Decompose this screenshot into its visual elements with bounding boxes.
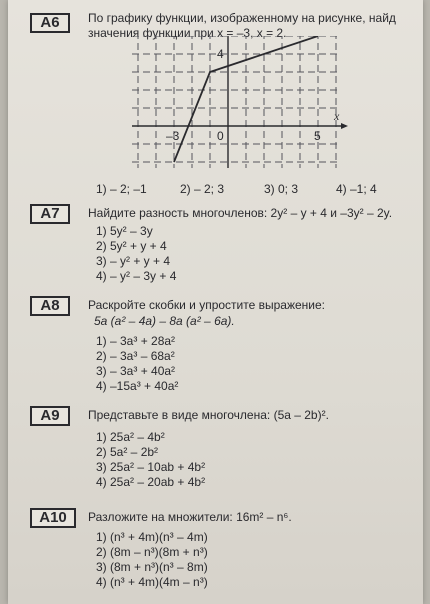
a6-option-3[interactable]: 3) 0; 3 [264, 182, 299, 196]
a6-option-1[interactable]: 1) – 2; –1 [96, 182, 147, 196]
a10-option-1[interactable]: 1) (n³ + 4m)(n³ – 4m) [96, 530, 208, 544]
problem-label-a7: А7 [30, 204, 70, 224]
a7-option-4[interactable]: 4) – y² – 3y + 4 [96, 269, 177, 283]
a10-option-3[interactable]: 3) (8m + n³)(n³ – 8m) [96, 560, 208, 574]
problem-label-a8: А8 [30, 296, 70, 316]
a10-option-2[interactable]: 2) (8m – n³)(8m + n³) [96, 545, 208, 559]
problem-label-a10: А10 [30, 508, 76, 528]
a7-options [96, 224, 176, 284]
a8-option-1[interactable]: 1) – 3a³ + 28a² [96, 334, 176, 348]
function-graph [132, 36, 352, 168]
problem-label-a9: А9 [30, 406, 70, 426]
a6-prompt-line1: По графику функции, изображенному на рисунке, найд [88, 11, 396, 25]
a8-option-4[interactable]: 4) –15a³ + 40a² [96, 379, 179, 393]
a7-option-2[interactable]: 2) 5y² + y + 4 [96, 239, 167, 253]
a10-options [96, 530, 208, 590]
test-sheet [8, 0, 423, 604]
tick-label-y4: 4 [217, 47, 224, 61]
a9-option-1[interactable]: 1) 25a² – 4b² [96, 430, 165, 444]
x-axis-label: x [334, 109, 340, 123]
a8-prompt-line2: 5a (a² – 4a) – 8a (a² – 6a). [94, 314, 235, 328]
a8-prompt-line1: Раскройте скобки и упростите выражение: [88, 298, 326, 312]
a8-option-2[interactable]: 2) – 3a³ – 68a² [96, 349, 175, 363]
tick-label-x5: 5 [314, 129, 321, 143]
a9-prompt: Представьте в виде многочлена: (5a – 2b)². [88, 408, 329, 422]
a7-option-1[interactable]: 1) 5y² – 3y [96, 224, 153, 238]
a6-prompt-line2: значения функции при x = –3, x = 2. [88, 26, 287, 40]
a10-prompt: Разложите на множители: 16m² – n⁶. [88, 510, 292, 524]
a9-options [96, 430, 205, 490]
a9-option-3[interactable]: 3) 25a² – 10ab + 4b² [96, 460, 206, 474]
a6-option-2[interactable]: 2) – 2; 3 [180, 182, 225, 196]
a9-option-2[interactable]: 2) 5a² – 2b² [96, 445, 159, 459]
a7-option-3[interactable]: 3) – y² + y + 4 [96, 254, 171, 268]
x-axis-arrow [341, 123, 348, 129]
a6-option-4[interactable]: 4) –1; 4 [336, 182, 377, 196]
tick-label-x-neg3: –3 [166, 129, 180, 143]
a9-option-4[interactable]: 4) 25a² – 20ab + 4b² [96, 475, 206, 489]
graph-grid [132, 36, 340, 168]
problem-label-a6: А6 [30, 13, 70, 33]
a8-option-3[interactable]: 3) – 3a³ + 40a² [96, 364, 176, 378]
a8-options [96, 334, 178, 394]
a10-option-4[interactable]: 4) (n³ + 4m)(4m – n³) [96, 575, 208, 589]
a7-prompt: Найдите разность многочленов: 2y² – y + 4 и –3y² – 2y. [88, 206, 393, 220]
tick-label-origin: 0 [217, 129, 224, 143]
